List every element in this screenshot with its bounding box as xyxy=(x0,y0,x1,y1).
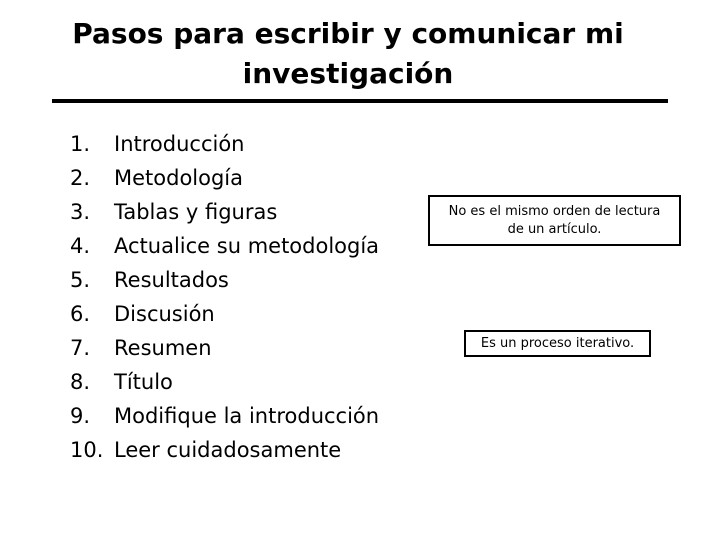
step-label: Metodología xyxy=(114,166,244,190)
reading-order-note-line-2: de un artículo. xyxy=(507,222,602,237)
step-number: 9. xyxy=(70,404,91,428)
list-item xyxy=(70,331,379,365)
list-item xyxy=(70,365,379,399)
list-item xyxy=(70,433,379,467)
step-number: 4. xyxy=(70,234,91,258)
list-item xyxy=(70,399,379,433)
list-item xyxy=(70,161,379,195)
list-item xyxy=(70,229,379,263)
step-label: Título xyxy=(114,370,173,394)
step-number: 6. xyxy=(70,302,91,326)
list-item xyxy=(70,195,379,229)
step-number: 8. xyxy=(70,370,91,394)
page-title xyxy=(0,14,696,94)
step-number: 10. xyxy=(70,438,104,462)
step-number: 7. xyxy=(70,336,91,360)
step-label: Modifique la introducción xyxy=(114,404,380,428)
step-label: Leer cuidadosamente xyxy=(114,438,342,462)
step-label: Resumen xyxy=(114,336,212,360)
list-item xyxy=(70,297,379,331)
list-item xyxy=(70,127,379,161)
step-label: Resultados xyxy=(114,268,229,292)
step-label: Introducción xyxy=(114,132,245,156)
reading-order-note xyxy=(428,195,681,246)
step-number: 1. xyxy=(70,132,91,156)
iterative-note-text: Es un proceso iterativo. xyxy=(480,336,635,351)
iterative-note xyxy=(464,330,651,357)
steps-list xyxy=(70,127,379,467)
step-label: Discusión xyxy=(114,302,215,326)
step-number: 5. xyxy=(70,268,91,292)
reading-order-note-line-1: No es el mismo orden de lectura xyxy=(448,204,661,219)
step-number: 3. xyxy=(70,200,91,224)
title-divider xyxy=(52,99,668,103)
title-line-2: investigación xyxy=(242,57,454,90)
step-label: Actualice su metodología xyxy=(114,234,380,258)
step-number: 2. xyxy=(70,166,91,190)
title-line-1: Pasos para escribir y comunicar mi xyxy=(72,17,624,50)
list-item xyxy=(70,263,379,297)
step-label: Tablas y figuras xyxy=(114,200,278,224)
